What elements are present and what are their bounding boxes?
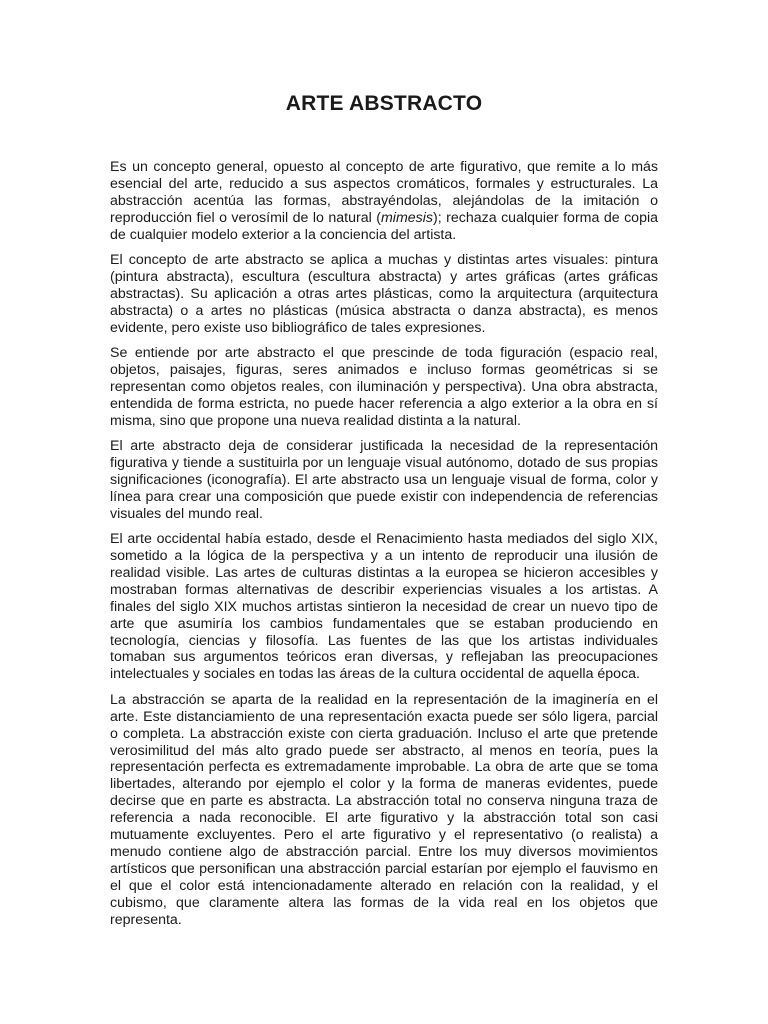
document-page [110,92,658,937]
mimesis-term: mimesis [380,209,434,226]
paragraph-1 [110,159,658,244]
paragraph-4: El arte abstracto deja de considerar justificada la necesidad de la representación figurativa y tiende a sustituirla por un lenguaje visual autónomo, dotado de sus propias significaciones (iconografía). El arte abstracto usa un lenguaje visual de forma, color y línea para crear una composición que puede existir con independencia de referencias visuales del mundo real. [110,438,658,522]
paragraph-1-text-start: Es un concepto general, opuesto al concepto de arte figurativo, que remite a lo más esencial del arte, reducido a sus aspectos cromáticos, formales y estructurales. La abstracción acentúa las formas, abstrayéndolas, alejándolas de la imitación o reproducción fiel o verosímil de lo natural ( [110,159,658,226]
paragraph-3: Se entiende por arte abstracto el que prescinde de toda figuración (espacio real, objetos, paisajes, figuras, seres animados e incluso formas geométricas si se representan como objetos reales, con iluminación y perspectiva). Una obra abstracta, entendida de forma estricta, no puede hacer referencia a algo exterior a la obra en sí misma, sino que propone una nueva realidad distinta a la natural. [110,345,658,429]
paragraph-6: La abstracción se aparta de la realidad en la representación de la imaginería en el arte. Este distanciamiento de una representación exacta puede ser sólo ligera, parcial o completa. La abstracción existe con cierta graduación. Incluso el arte que pretende verosimilitud del más alto grado puede ser abstracto, al menos en teoría, pues la representación perfecta es extremadamente improbable. La obra de arte que se toma libertades, alterando por ejemplo el color y la forma de maneras evidentes, puede decirse que en parte es abstracta. La abstracción total no conserva ninguna traza de referencia a nada reconocible. El arte figurativo y la abstracción total son casi mutuamente excluyentes. Pero el arte figurativo y el representativo (o realista) a menudo contiene algo de abstracción parcial. Entre los muy diversos movimientos artísticos que personifican una abstracción parcial estarían por ejemplo el fauvismo en el que el color está intencionadamente alterado en relación con la realidad, y el cubismo, que claramente altera las formas de la vida real en los objetos que representa. [110,691,658,928]
document-title: ARTE ABSTRACTO [285,92,483,115]
paragraph-2: El concepto de arte abstracto se aplica a muchas y distintas artes visuales: pintura (pintura abstracta), escultura (escultura abstracta) y artes gráficas (artes gráficas abstractas). Su aplicación a otras artes plásticas, como la arquitectura (arquitectura abstracta) o a artes no plásticas (música abstracta o danza abstracta), es menos evidente, pero existe uso bibliográfico de tales expresiones. [110,252,658,336]
paragraph-1-text-end: ); rechaza cualquier forma de copia de cualquier modelo exterior a la conciencia del artista. [110,209,659,243]
paragraph-5: El arte occidental había estado, desde el Renacimiento hasta mediados del siglo XIX, sometido a la lógica de la perspectiva y a un intento de reproducir una ilusión de realidad visible. Las artes de culturas distintas a la europea se hicieron accesibles y mostraban formas alternativas de describir experiencias visuales a los artistas. A finales del siglo XIX muchos artistas sintieron la necesidad de crear un nuevo tipo de arte que asumiría los cambios fundamentales que se estaban produciendo en tecnología, ciencias y filosofía. Las fuentes de las que los artistas individuales tomaban sus argumentos teóricos eran diversas, y reflejaban las preocupaciones intelectuales y sociales en todas las áreas de la cultura occidental de aquella época. [110,531,658,683]
